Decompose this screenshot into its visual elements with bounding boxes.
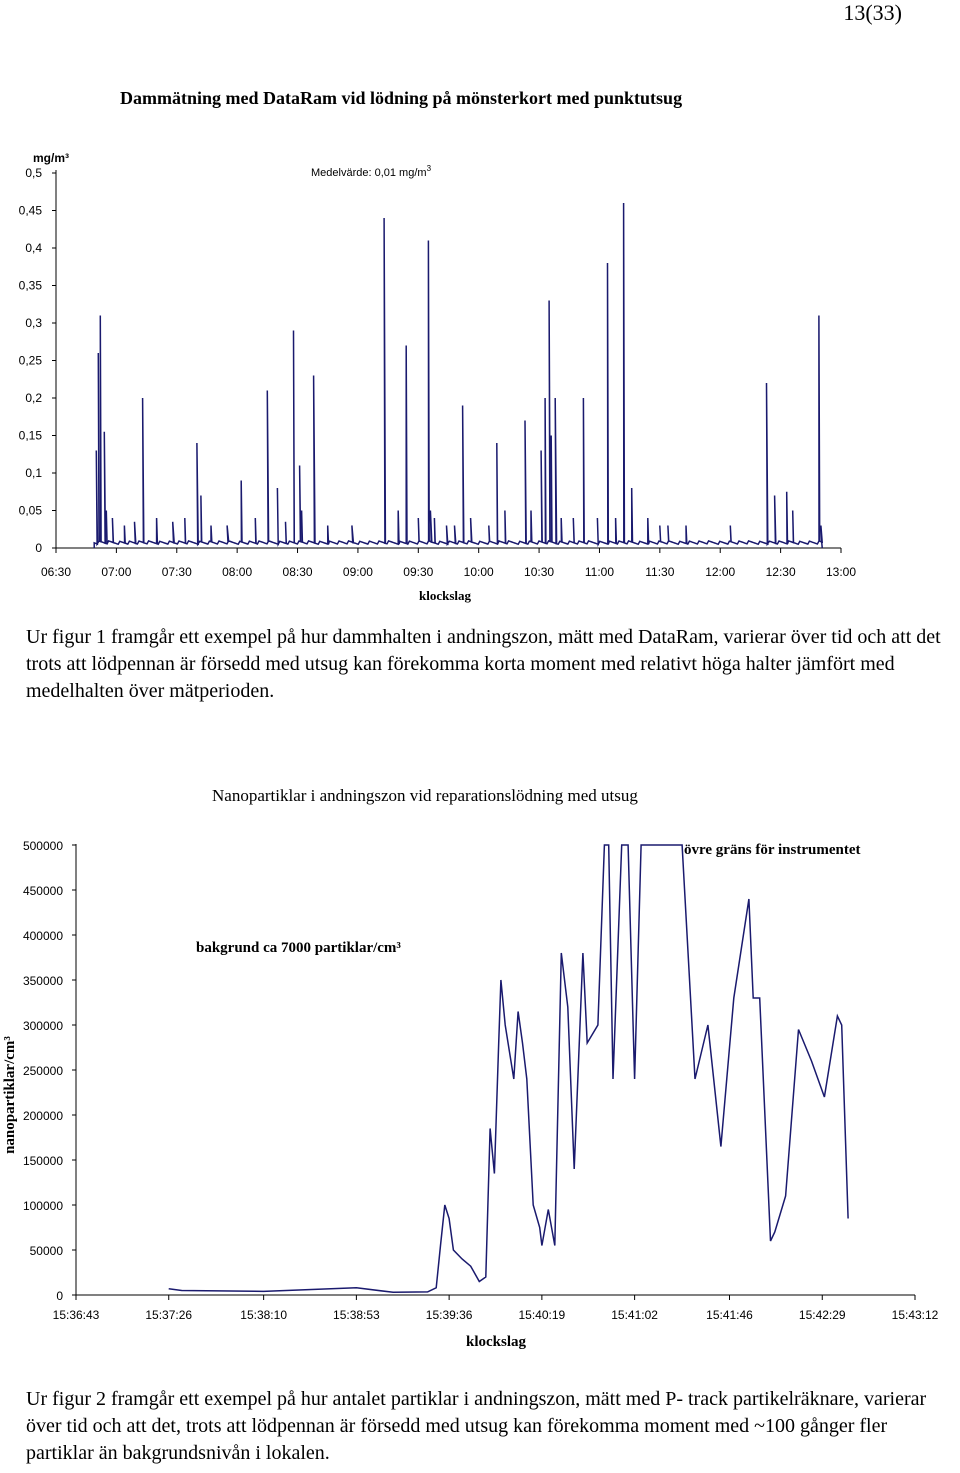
chart2-x-tick-label: 15:43:12: [891, 1308, 939, 1322]
chart1-x-tick-label: 11:30: [645, 565, 675, 579]
chart2-y-tick-label: 400000: [22, 929, 63, 943]
chart1-y-tick-label: 0: [35, 541, 42, 555]
chart2-x-tick-label: 15:41:46: [706, 1308, 753, 1322]
chart2-x-tick-label: 15:36:43: [52, 1308, 100, 1322]
chart1-y-unit: mg/m³: [33, 151, 69, 165]
chart2-y-tick-label: 250000: [22, 1064, 63, 1078]
chart1-y-tick-label: 0,4: [25, 241, 42, 255]
chart1-y-tick-label: 0,05: [18, 503, 42, 518]
chart2-x-tick-label: 15:38:53: [333, 1308, 380, 1322]
chart2-series-line: [169, 845, 848, 1292]
chart1-y-tick-label: 0,45: [18, 203, 42, 218]
chart1-y-tick-labels: [19, 166, 43, 555]
chart2-y-tick-label: 300000: [22, 1019, 63, 1033]
chart2-y-axis-title: nanopartiklar/cm³: [2, 1036, 18, 1154]
chart1-x-tick-label: 09:30: [403, 565, 434, 579]
chart2-x-tick-label: 15:40:19: [518, 1308, 566, 1322]
chart2-y-tick-label: 50000: [29, 1244, 63, 1258]
chart1-x-tick-label: 08:30: [282, 565, 313, 579]
chart2-x-tick-label: 15:39:36: [425, 1308, 473, 1322]
chart2-title: Nanopartiklar i andningszon vid reparationslödning med utsug: [212, 786, 638, 805]
chart2-ticks: [72, 845, 915, 1300]
chart1-x-tick-label: 11:00: [584, 565, 615, 579]
chart2-y-tick-label: 0: [56, 1289, 63, 1303]
chart1-y-tick-label: 0,5: [25, 166, 42, 180]
chart2-y-tick-label: 200000: [22, 1109, 63, 1123]
chart2-y-tick-label: 100000: [22, 1199, 63, 1213]
chart1-x-tick-labels: [41, 565, 856, 579]
chart1-y-tick-label: 0,25: [18, 353, 42, 368]
chart1-x-tick-label: 10:30: [524, 565, 555, 579]
chart2-y-tick-label: 500000: [22, 839, 63, 853]
dust-chart: [0, 140, 960, 615]
chart2-x-tick-label: 15:41:02: [611, 1308, 658, 1322]
chart1-y-tick-label: 0,15: [18, 428, 42, 443]
chart2-y-tick-labels: [23, 839, 63, 1303]
chart1-ticks: [52, 173, 841, 553]
chart1-mean-annotation: Medelvärde: 0,01 $mg/m^3$: [311, 164, 432, 179]
chart1-y-tick-label: 0,35: [18, 278, 42, 293]
chart2-x-tick-label: 15:38:10: [240, 1308, 288, 1322]
chart1-y-tick-label: 0,3: [25, 316, 42, 330]
chart2-x-tick-label: 15:42:29: [798, 1308, 846, 1322]
chart1-x-tick-label: 06:30: [40, 565, 72, 579]
chart1-x-tick-label: 07:00: [101, 565, 132, 579]
chart1-y-tick-label: 0,1: [25, 466, 42, 480]
background-annotation: bakgrund ca 7000 partiklar/cm³: [196, 940, 401, 956]
chart1-x-tick-label: 09:00: [342, 565, 373, 579]
chart2-y-tick-label: 350000: [22, 974, 63, 988]
chart1-x-tick-label: 07:30: [161, 565, 192, 579]
chart2-y-tick-label: 150000: [22, 1154, 63, 1168]
paragraph-figure-2: Ur figur 2 framgår ett exempel på hur antalet partiklar i andningszon, mätt med P- track partikelräknare, varierar över tid och att det, trots att lödpennan är försedd med utsug kan förekomma moment med ~100 gånger fler partiklar än bakgrundsnivån i lokalen.: [26, 1388, 927, 1464]
chart1-x-tick-label: 08:00: [222, 565, 253, 579]
chart2-x-axis-title: klockslag: [465, 1334, 527, 1350]
chart1-series-line: [94, 203, 822, 548]
chart1-title: Dammätning med DataRam vid lödning på mönsterkort med punktutsug: [120, 88, 683, 108]
upper-limit-annotation: övre gräns för instrumentet: [684, 842, 861, 858]
chart2-x-tick-labels: [53, 1308, 939, 1322]
chart1-x-tick-label: 12:00: [705, 565, 736, 579]
nanoparticle-chart: [0, 830, 960, 1360]
chart1-y-tick-label: 0,2: [25, 391, 42, 405]
chart2-x-tick-label: 15:37:26: [145, 1308, 193, 1322]
page-number: 13(33): [843, 0, 902, 25]
chart2-y-tick-label: 450000: [22, 884, 63, 898]
chart1-x-tick-label: 10:00: [463, 565, 494, 579]
chart1-x-tick-label: 13:00: [825, 565, 857, 579]
paragraph-figure-1: Ur figur 1 framgår ett exempel på hur dammhalten i andningszon, mätt med DataRam, varierar över tid och att det trots att lödpennan är försedd med utsug kan förekomma korta moment med relativt höga halter jämfört med medelhalten över mätperioden.: [26, 626, 941, 702]
chart1-x-axis-title: klockslag: [418, 588, 472, 603]
chart1-x-tick-label: 12:30: [765, 565, 796, 579]
